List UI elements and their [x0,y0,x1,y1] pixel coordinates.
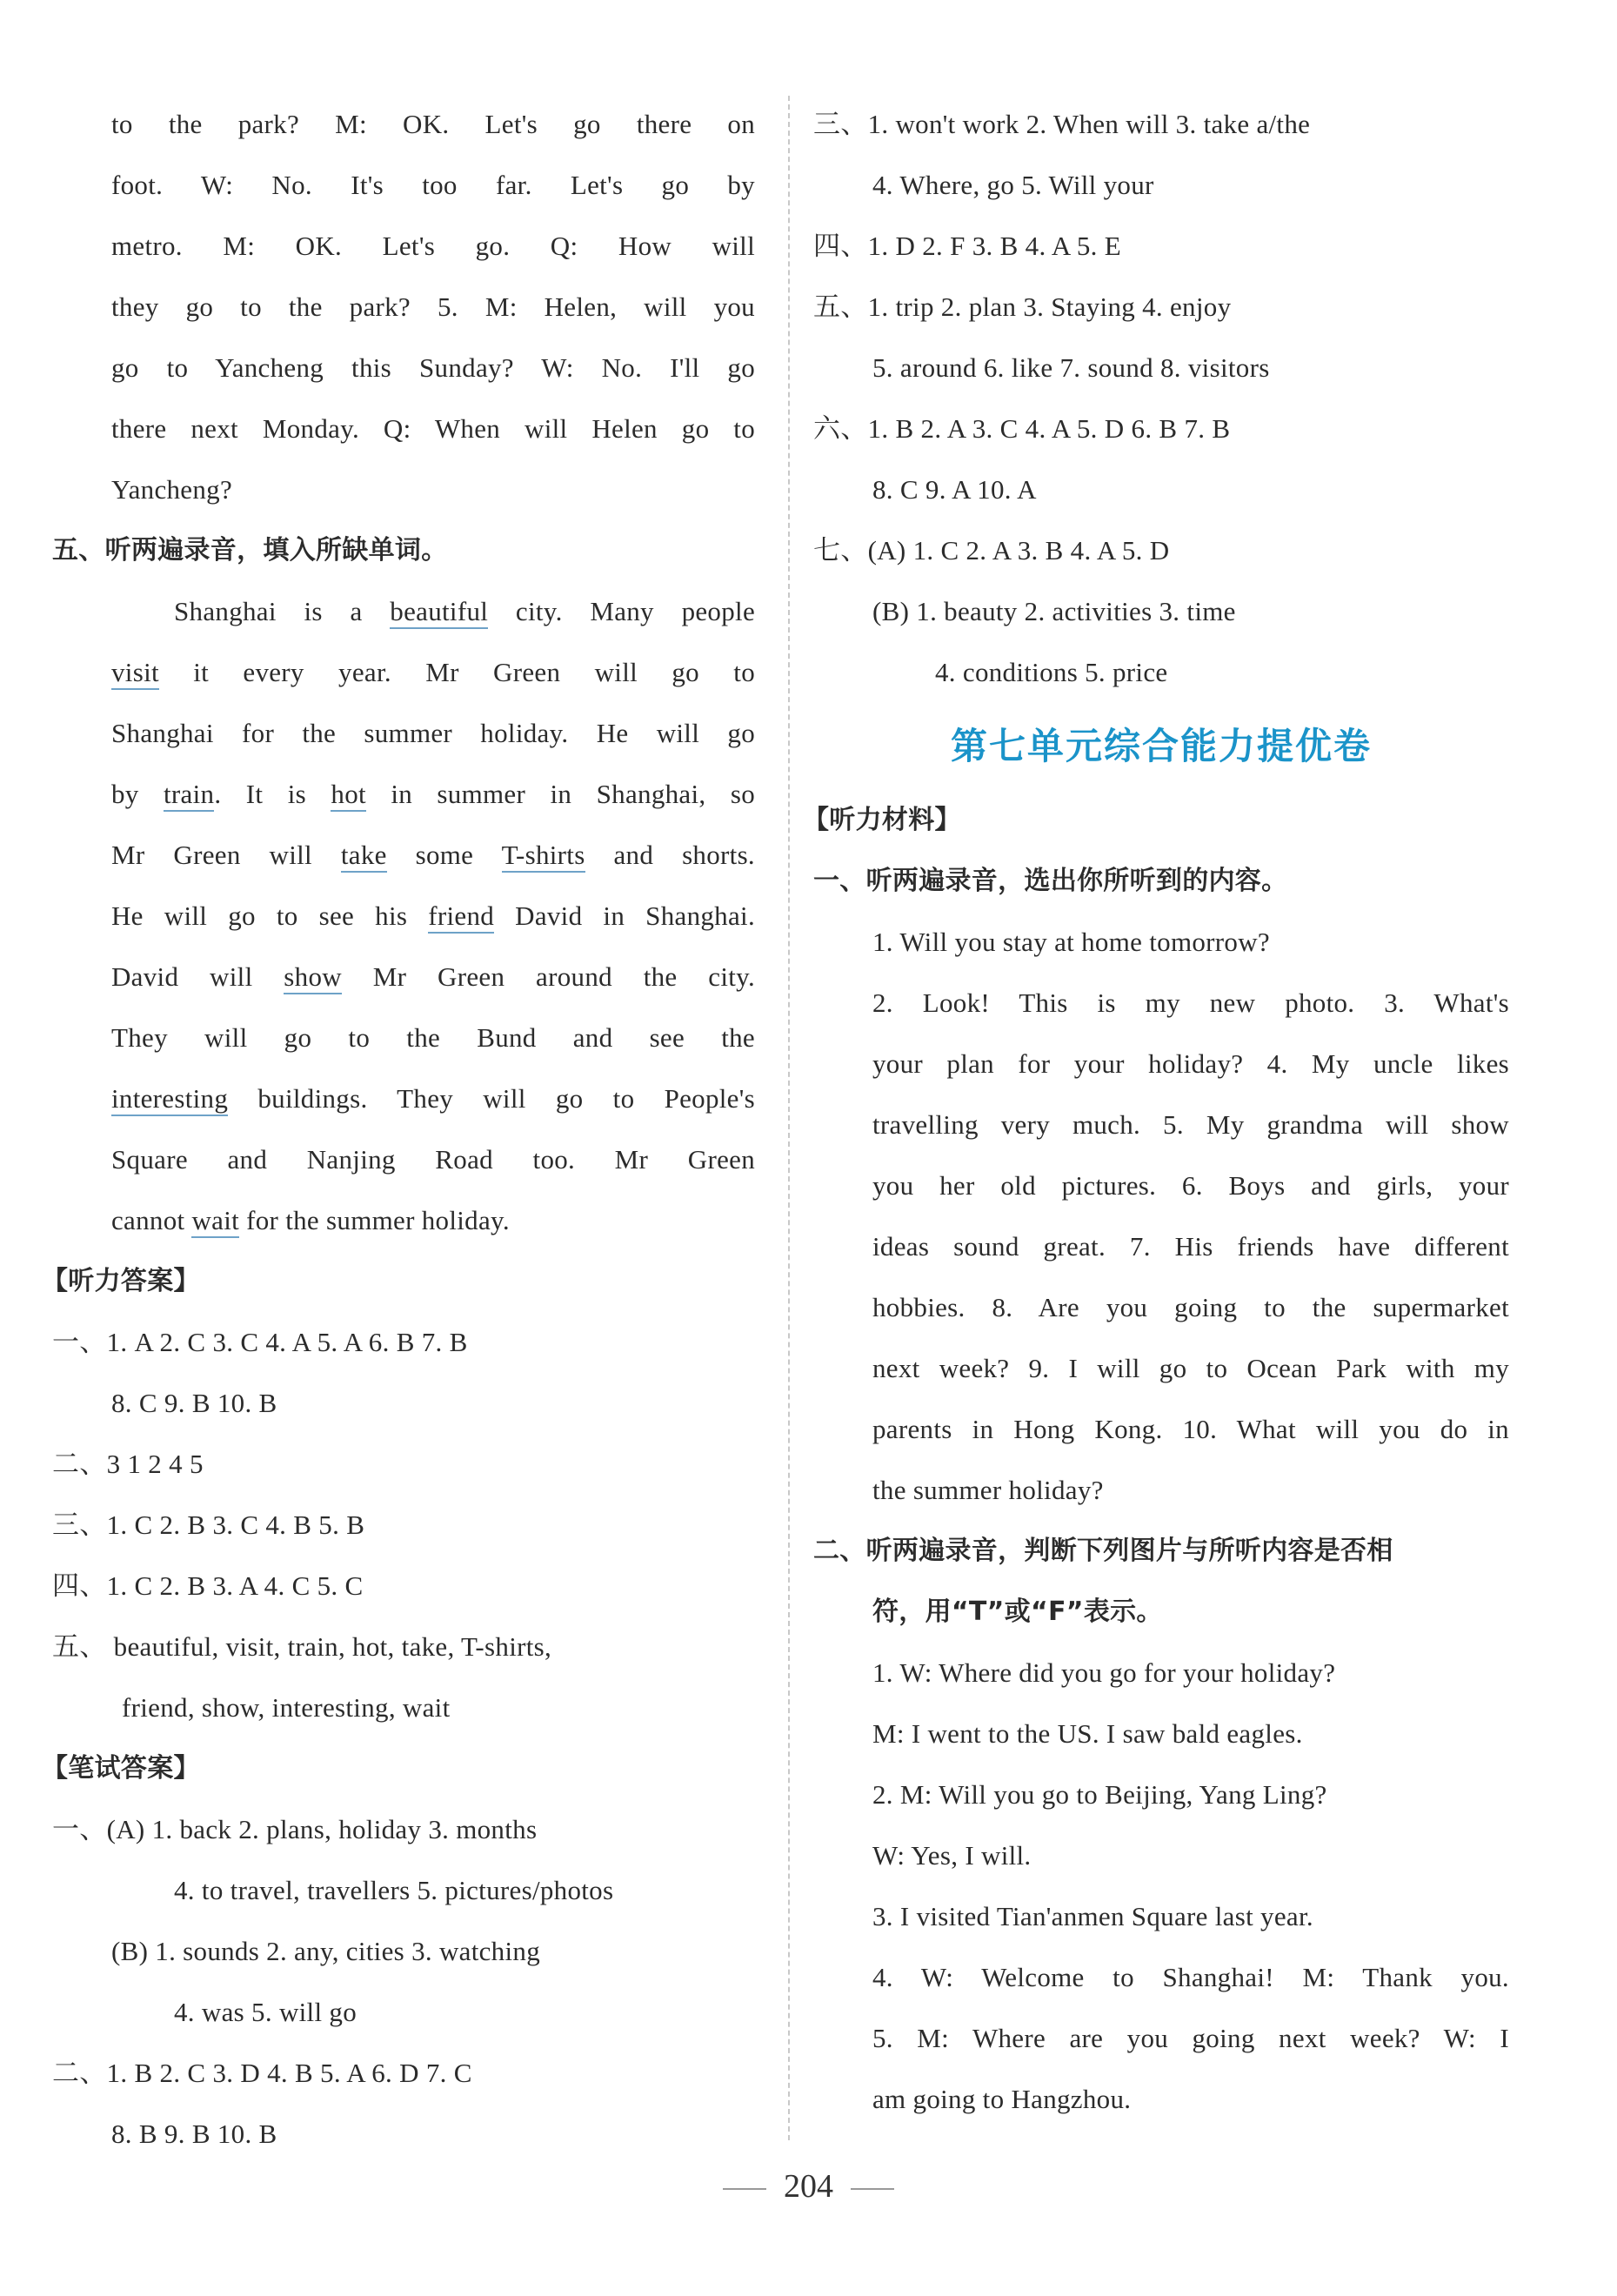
section1-title: 一、听两遍录音，选出你所听到的内容。 [813,866,1288,896]
blank-answer: train [164,779,214,812]
material-line: am going to Hangzhou. [872,2084,1132,2114]
material-line: W: Yes, I will. [872,1840,1032,1871]
right-column [803,94,1509,2130]
answer-line: 4. Where, go 5. Will your [872,170,1154,200]
page-number-dash [723,2188,766,2190]
answer-line: 三、1. won't work 2. When will 3. take a/the [813,109,1311,139]
answer-line: 五、1. trip 2. plan 3. Staying 4. enjoy [813,291,1232,322]
material-line: hobbies. 8. Are you going to the supermarket [872,1292,1509,1322]
material-line: travelling very much. 5. My grandma will show [872,1109,1509,1140]
left-column [42,94,756,2165]
answer-line: 4. to travel, travellers 5. pictures/photos [174,1875,614,1905]
blank-answer: friend [428,900,494,934]
blank-answer: take [341,840,387,873]
blank-answer: visit [111,657,159,690]
passage-line: He will go to see his friend David in Shanghai. [111,886,755,947]
column-divider [788,96,790,2140]
material-line: 3. I visited Tian'anmen Square last year. [872,1901,1313,1931]
answer-line: 一、1. A 2. C 3. C 4. A 5. A 6. B 7. B [52,1327,468,1357]
passage-line: They will go to the Bund and see the [111,1022,755,1053]
dialog-line: to the park? M: OK. Let's go there on [111,109,755,139]
material-line: your plan for your holiday? 4. My uncle likes [872,1048,1509,1079]
answer-line: 四、1. C 2. B 3. A 4. C 5. C [52,1570,364,1601]
answer-line: 二、1. B 2. C 3. D 4. B 5. A 6. D 7. C [52,2058,472,2088]
passage-line: Square and Nanjing Road too. Mr Green [111,1144,755,1175]
answer-line: 四、1. D 2. F 3. B 4. A 5. E [813,231,1122,261]
answer-line: 七、(A) 1. C 2. A 3. B 4. A 5. D [813,535,1170,566]
answer-line: (B) 1. beauty 2. activities 3. time [872,596,1236,626]
page-number [0,2165,1617,2208]
passage-line: cannot wait for the summer holiday. [111,1190,755,1251]
passage-line: Shanghai for the summer holiday. He will go [111,718,755,748]
answer-line: 六、1. B 2. A 3. C 4. A 5. D 6. B 7. B [813,413,1231,444]
dialog-line: foot. W: No. It's too far. Let's go by [111,170,755,200]
unit-title: 第七单元综合能力提优卷 [950,725,1372,767]
answer-line: 三、1. C 2. B 3. C 4. B 5. B [52,1509,365,1540]
material-line: 4. W: Welcome to Shanghai! M: Thank you. [872,1962,1509,1992]
material-line: M: I went to the US. I saw bald eagles. [872,1718,1303,1749]
passage-line: by train. It is hot in summer in Shanghai, so [111,764,755,825]
answer-line: 8. C 9. A 10. A [872,474,1037,505]
material-line: 5. M: Where are you going next week? W: I [872,2023,1509,2053]
passage [111,581,755,1251]
material-line: 2. M: Will you go to Beijing, Yang Ling? [872,1779,1327,1810]
passage-line: David will show Mr Green around the city. [111,947,755,1007]
answer-line: (B) 1. sounds 2. any, cities 3. watching [111,1936,540,1966]
material-line: parents in Hong Kong. 10. What will you do in [872,1414,1509,1444]
answer-line: 五、 beautiful, visit, train, hot, take, T-shirts, [52,1631,552,1662]
passage-line: Mr Green will take some T-shirts and shorts. [111,825,755,886]
answer-line: 8. B 9. B 10. B [111,2119,277,2149]
material-line: you her old pictures. 6. Boys and girls, your [872,1170,1509,1201]
dialog-line: there next Monday. Q: When will Helen go to [111,413,755,444]
section5-title: 五、听两遍录音，填入所缺单词。 [52,535,448,566]
answer-line: 一、(A) 1. back 2. plans, holiday 3. months [52,1814,538,1844]
passage-line: interesting buildings. They will go to People's [111,1068,755,1129]
dialog-line: go to Yancheng this Sunday? W: No. I'll go [111,352,755,383]
written-answers-title: 【笔试答案】 [42,1753,200,1784]
answer-line: 二、3 1 2 4 5 [52,1449,204,1479]
blank-answer: show [284,961,342,994]
answer-line: 4. conditions 5. price [935,657,1168,687]
answer-line: 8. C 9. B 10. B [111,1388,277,1418]
material-line: 1. Will you stay at home tomorrow? [872,927,1270,957]
material-line: the summer holiday? [872,1475,1104,1505]
page-number-text: 204 [784,2168,833,2205]
dialog-line: they go to the park? 5. M: Helen, will you [111,291,755,322]
material-line: 1. W: Where did you go for your holiday? [872,1657,1336,1688]
material-line: ideas sound great. 7. His friends have different [872,1231,1509,1262]
listening-answers-title: 【听力答案】 [42,1266,200,1296]
material-line: 2. Look! This is my new photo. 3. What's [872,987,1509,1018]
answer-line: 5. around 6. like 7. sound 8. visitors [872,352,1270,383]
listening-materials-title: 【听力材料】 [803,805,961,835]
section2-title-cont: 符，用“T”或“F”表示。 [872,1596,1163,1627]
answer-line: 4. was 5. will go [174,1997,357,2027]
page-number-dash [851,2188,894,2190]
dialog-line: Yancheng? [111,474,233,505]
section2-title: 二、听两遍录音，判断下列图片与所听内容是否相 [813,1536,1393,1566]
passage-line: Shanghai is a beautiful city. Many people [111,581,755,642]
blank-answer: wait [191,1205,239,1238]
blank-answer: interesting [111,1083,228,1116]
blank-answer: beautiful [390,596,488,629]
passage-line: visit it every year. Mr Green will go to [111,642,755,703]
answer-line: friend, show, interesting, wait [122,1692,451,1723]
material-line: next week? 9. I will go to Ocean Park with my [872,1353,1509,1383]
dialog-line: metro. M: OK. Let's go. Q: How will [111,231,755,261]
blank-answer: T-shirts [502,840,585,873]
blank-answer: hot [331,779,366,812]
